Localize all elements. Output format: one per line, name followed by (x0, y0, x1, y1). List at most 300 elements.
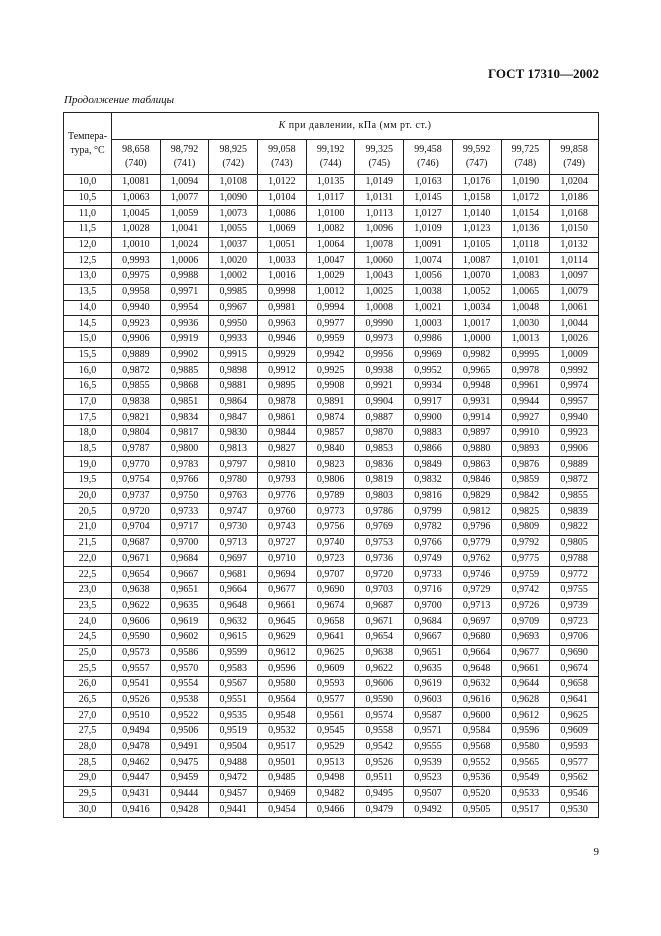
table-row (64, 347, 599, 363)
temperature-cell: 18,0 (64, 426, 112, 442)
k-value-cell: 1,0059 (160, 206, 209, 222)
k-value-cell: 0,9936 (160, 316, 209, 332)
table-row (64, 692, 599, 708)
k-value-cell: 0,9853 (355, 441, 404, 457)
k-value-cell: 0,9501 (258, 755, 307, 771)
k-value-cell: 0,9851 (160, 394, 209, 410)
k-value-cell: 0,9700 (404, 598, 453, 614)
k-value-cell: 0,9546 (550, 786, 599, 802)
k-value-cell: 1,0204 (550, 175, 599, 191)
k-value-cell: 0,9593 (550, 739, 599, 755)
k-value-cell: 0,9849 (404, 457, 453, 473)
k-value-cell: 0,9959 (306, 331, 355, 347)
k-value-cell: 1,0028 (112, 222, 161, 238)
pressure-kpa: 99,058 (268, 144, 296, 155)
k-value-cell: 0,9755 (550, 582, 599, 598)
pressure-column-header (452, 140, 501, 175)
k-value-cell: 0,9703 (355, 582, 404, 598)
k-value-cell: 0,9632 (452, 677, 501, 693)
k-value-cell: 0,9517 (501, 802, 550, 818)
k-value-cell: 0,9857 (306, 426, 355, 442)
temperature-cell: 15,0 (64, 331, 112, 347)
k-value-cell: 1,0026 (550, 331, 599, 347)
table-continuation-caption: Продолжение таблицы (64, 94, 175, 106)
k-value-cell: 1,0055 (209, 222, 258, 238)
k-value-cell: 0,9813 (209, 441, 258, 457)
table-row (64, 724, 599, 740)
k-value-cell: 0,9472 (209, 771, 258, 787)
k-value-cell: 0,9812 (452, 504, 501, 520)
k-value-cell: 1,0051 (258, 237, 307, 253)
table-row (64, 520, 599, 536)
k-value-cell: 0,9914 (452, 410, 501, 426)
k-value-cell: 0,9861 (258, 410, 307, 426)
k-value-cell: 1,0047 (306, 253, 355, 269)
k-value-cell: 1,0016 (258, 269, 307, 285)
k-value-cell: 0,9817 (160, 426, 209, 442)
k-value-cell: 0,9713 (452, 598, 501, 614)
k-value-cell: 0,9645 (258, 614, 307, 630)
k-value-cell: 1,0070 (452, 269, 501, 285)
k-value-cell: 0,9763 (209, 488, 258, 504)
pressure-mmhg: (747) (465, 158, 488, 169)
temperature-cell: 12,5 (64, 253, 112, 269)
pressure-kpa: 99,325 (365, 144, 394, 155)
k-value-cell: 0,9684 (160, 551, 209, 567)
temperature-cell: 22,5 (64, 567, 112, 583)
k-value-cell: 1,0091 (404, 237, 453, 253)
k-value-cell: 1,0122 (258, 175, 307, 191)
k-value-cell: 1,0090 (209, 190, 258, 206)
k-value-cell: 1,0113 (355, 206, 404, 222)
k-value-cell: 0,9564 (258, 692, 307, 708)
k-value-cell: 0,9746 (452, 567, 501, 583)
k-value-cell: 0,9844 (258, 426, 307, 442)
k-value-cell: 0,9641 (306, 629, 355, 645)
k-value-cell: 0,9561 (306, 708, 355, 724)
k-value-cell: 0,9876 (501, 457, 550, 473)
k-value-cell: 0,9495 (355, 786, 404, 802)
k-value-cell: 0,9667 (160, 567, 209, 583)
table-row (64, 457, 599, 473)
k-value-cell: 1,0176 (452, 175, 501, 191)
pressure-kpa: 99,192 (316, 144, 345, 155)
pressure-mmhg: (741) (173, 158, 196, 169)
table-row (64, 786, 599, 802)
k-value-cell: 0,9580 (258, 677, 307, 693)
k-value-cell: 0,9967 (209, 300, 258, 316)
k-value-cell: 0,9864 (209, 394, 258, 410)
k-value-cell: 0,9478 (112, 739, 161, 755)
k-value-cell: 0,9523 (404, 771, 453, 787)
table-row (64, 504, 599, 520)
temperature-cell: 10,0 (64, 175, 112, 191)
k-value-cell: 0,9830 (209, 426, 258, 442)
k-value-cell: 0,9836 (355, 457, 404, 473)
temperature-cell: 28,0 (64, 739, 112, 755)
k-value-cell: 0,9770 (112, 457, 161, 473)
k-value-cell: 0,9492 (404, 802, 453, 818)
k-value-cell: 1,0030 (501, 316, 550, 332)
k-value-cell: 0,9541 (112, 677, 161, 693)
k-value-cell: 0,9787 (112, 441, 161, 457)
k-value-cell: 0,9522 (160, 708, 209, 724)
k-value-cell: 0,9431 (112, 786, 161, 802)
k-value-cell: 0,9567 (209, 677, 258, 693)
k-value-cell: 0,9872 (550, 473, 599, 489)
k-value-cell: 0,9602 (160, 629, 209, 645)
k-value-cell: 0,9491 (160, 739, 209, 755)
k-value-cell: 0,9923 (550, 426, 599, 442)
k-value-cell: 0,9762 (452, 551, 501, 567)
k-value-cell: 0,9819 (355, 473, 404, 489)
pressure-mmhg: (749) (563, 158, 585, 169)
k-value-cell: 0,9740 (306, 535, 355, 551)
table-row (64, 739, 599, 755)
k-value-cell: 0,9542 (355, 739, 404, 755)
k-value-cell: 0,9658 (306, 614, 355, 630)
k-value-cell: 0,9940 (112, 300, 161, 316)
k-value-cell: 0,9925 (306, 363, 355, 379)
k-value-cell: 0,9944 (501, 394, 550, 410)
k-value-cell: 0,9948 (452, 378, 501, 394)
k-value-cell: 0,9690 (306, 582, 355, 598)
k-value-cell: 0,9648 (452, 661, 501, 677)
k-value-cell: 0,9661 (258, 598, 307, 614)
k-value-cell: 0,9507 (404, 786, 453, 802)
k-value-cell: 0,9942 (306, 347, 355, 363)
temperature-cell: 15,5 (64, 347, 112, 363)
k-value-cell: 0,9986 (404, 331, 453, 347)
pressure-kpa: 98,792 (170, 144, 199, 155)
k-value-cell: 0,9466 (306, 802, 355, 818)
table-body (64, 175, 599, 818)
table-row (64, 284, 599, 300)
k-value-cell: 0,9459 (160, 771, 209, 787)
k-value-cell: 0,9720 (355, 567, 404, 583)
k-value-cell: 0,9654 (112, 567, 161, 583)
k-value-cell: 0,9822 (550, 520, 599, 536)
k-value-cell: 0,9990 (355, 316, 404, 332)
k-value-cell: 0,9457 (209, 786, 258, 802)
pressure-column-header (258, 140, 307, 175)
k-value-cell: 0,9998 (258, 284, 307, 300)
k-value-cell: 0,9622 (355, 661, 404, 677)
k-value-cell: 0,9632 (209, 614, 258, 630)
table-head (64, 113, 599, 175)
k-value-cell: 0,9526 (355, 755, 404, 771)
k-value-cell: 0,9723 (550, 614, 599, 630)
page-number: 9 (593, 846, 599, 858)
k-value-cell: 0,9895 (258, 378, 307, 394)
k-value-cell: 0,9723 (306, 551, 355, 567)
k-value-cell: 0,9992 (550, 363, 599, 379)
temperature-cell: 13,5 (64, 284, 112, 300)
table-row (64, 708, 599, 724)
k-value-cell: 0,9954 (160, 300, 209, 316)
k-value-cell: 0,9821 (112, 410, 161, 426)
k-value-cell: 0,9754 (112, 473, 161, 489)
k-value-cell: 0,9462 (112, 755, 161, 771)
k-value-cell: 0,9562 (550, 771, 599, 787)
pressure-column-header (404, 140, 453, 175)
k-value-cell: 0,9648 (209, 598, 258, 614)
temperature-cell: 11,0 (64, 206, 112, 222)
pressure-kpa: 98,925 (219, 144, 247, 155)
k-value-cell: 1,0012 (306, 284, 355, 300)
k-value-cell: 1,0118 (501, 237, 550, 253)
k-value-cell: 0,9571 (404, 724, 453, 740)
k-value-cell: 0,9600 (452, 708, 501, 724)
k-value-cell: 0,9919 (160, 331, 209, 347)
k-value-cell: 0,9921 (355, 378, 404, 394)
temperature-cell: 23,0 (64, 582, 112, 598)
table-row (64, 771, 599, 787)
k-value-cell: 0,9908 (306, 378, 355, 394)
k-value-cell: 0,9799 (404, 504, 453, 520)
k-value-cell: 1,0108 (209, 175, 258, 191)
k-value-cell: 1,0009 (550, 347, 599, 363)
k-value-cell: 0,9538 (160, 692, 209, 708)
k-value-cell: 1,0010 (112, 237, 161, 253)
k-value-cell: 0,9929 (258, 347, 307, 363)
k-value-cell: 0,9726 (501, 598, 550, 614)
k-value-cell: 0,9635 (160, 598, 209, 614)
k-value-cell: 0,9730 (209, 520, 258, 536)
pressure-column-header (112, 140, 161, 175)
k-value-cell: 0,9805 (550, 535, 599, 551)
k-value-cell: 0,9717 (160, 520, 209, 536)
k-value-cell: 1,0065 (501, 284, 550, 300)
k-value-cell: 1,0025 (355, 284, 404, 300)
temperature-column-header (64, 113, 112, 175)
k-value-cell: 1,0109 (404, 222, 453, 238)
temperature-cell: 14,0 (64, 300, 112, 316)
k-value-cell: 0,9906 (112, 331, 161, 347)
k-value-cell: 1,0060 (355, 253, 404, 269)
k-value-cell: 0,9488 (209, 755, 258, 771)
k-value-cell: 0,9568 (452, 739, 501, 755)
k-value-cell: 1,0013 (501, 331, 550, 347)
pressure-mmhg: (744) (319, 158, 342, 169)
k-value-cell: 0,9800 (160, 441, 209, 457)
table-row (64, 629, 599, 645)
k-value-cell: 0,9520 (452, 786, 501, 802)
pressure-group-header-text: при давлении, кПа (мм рт. ст.) (285, 120, 432, 131)
k-value-cell: 0,9479 (355, 802, 404, 818)
k-value-cell: 0,9779 (452, 535, 501, 551)
k-value-cell: 0,9704 (112, 520, 161, 536)
k-value-cell: 1,0096 (355, 222, 404, 238)
k-value-cell: 0,9416 (112, 802, 161, 818)
k-value-cell: 0,9880 (452, 441, 501, 457)
k-value-cell: 0,9586 (160, 645, 209, 661)
k-value-cell: 1,0168 (550, 206, 599, 222)
k-value-cell: 1,0037 (209, 237, 258, 253)
k-value-cell: 0,9428 (160, 802, 209, 818)
k-value-cell: 0,9782 (404, 520, 453, 536)
k-value-cell: 1,0043 (355, 269, 404, 285)
k-value-cell: 1,0003 (404, 316, 453, 332)
k-value-cell: 0,9625 (306, 645, 355, 661)
k-value-cell: 0,9839 (550, 504, 599, 520)
temperature-cell: 27,0 (64, 708, 112, 724)
k-value-cell: 1,0024 (160, 237, 209, 253)
temperature-cell: 19,0 (64, 457, 112, 473)
k-value-cell: 0,9863 (452, 457, 501, 473)
temperature-cell: 29,5 (64, 786, 112, 802)
k-value-cell: 0,9776 (258, 488, 307, 504)
k-value-cell: 1,0149 (355, 175, 404, 191)
k-value-cell: 0,9651 (404, 645, 453, 661)
k-value-cell: 0,9716 (404, 582, 453, 598)
k-value-cell: 0,9940 (550, 410, 599, 426)
temperature-cell: 24,5 (64, 629, 112, 645)
k-value-cell: 0,9766 (404, 535, 453, 551)
k-value-cell: 0,9545 (306, 724, 355, 740)
k-value-cell: 0,9881 (209, 378, 258, 394)
k-value-cell: 1,0100 (306, 206, 355, 222)
k-value-cell: 1,0069 (258, 222, 307, 238)
temperature-cell: 26,0 (64, 677, 112, 693)
k-value-cell: 0,9664 (452, 645, 501, 661)
k-value-cell: 0,9511 (355, 771, 404, 787)
table-row (64, 253, 599, 269)
k-value-cell: 0,9923 (112, 316, 161, 332)
k-value-cell: 1,0000 (452, 331, 501, 347)
k-value-cell: 0,9577 (550, 755, 599, 771)
k-value-cell: 0,9993 (112, 253, 161, 269)
k-value-cell: 0,9973 (355, 331, 404, 347)
table-row (64, 473, 599, 489)
k-value-cell: 0,9584 (452, 724, 501, 740)
pressure-mmhg: (745) (368, 158, 391, 169)
table-row (64, 222, 599, 238)
k-value-cell: 0,9444 (160, 786, 209, 802)
k-value-cell: 0,9933 (209, 331, 258, 347)
k-value-cell: 1,0097 (550, 269, 599, 285)
k-value-cell: 0,9971 (160, 284, 209, 300)
k-value-cell: 1,0021 (404, 300, 453, 316)
k-value-cell: 0,9599 (209, 645, 258, 661)
k-value-cell: 0,9727 (258, 535, 307, 551)
k-value-cell: 0,9878 (258, 394, 307, 410)
k-value-cell: 0,9759 (501, 567, 550, 583)
k-value-cell: 0,9868 (160, 378, 209, 394)
k-value-cell: 0,9912 (258, 363, 307, 379)
table-row (64, 661, 599, 677)
k-value-cell: 0,9946 (258, 331, 307, 347)
k-value-cell: 0,9603 (404, 692, 453, 708)
k-value-cell: 0,9654 (355, 629, 404, 645)
temperature-cell: 13,0 (64, 269, 112, 285)
temperature-cell: 20,5 (64, 504, 112, 520)
k-value-cell: 0,9638 (355, 645, 404, 661)
k-value-cell: 1,0064 (306, 237, 355, 253)
k-value-cell: 0,9957 (550, 394, 599, 410)
k-value-cell: 0,9938 (355, 363, 404, 379)
k-value-cell: 0,9963 (258, 316, 307, 332)
k-value-cell: 0,9889 (112, 347, 161, 363)
header-row-columns (64, 140, 599, 175)
k-value-cell: 0,9910 (501, 426, 550, 442)
k-value-cell: 0,9628 (501, 692, 550, 708)
k-value-cell: 0,9697 (452, 614, 501, 630)
k-value-cell: 0,9557 (112, 661, 161, 677)
k-value-cell: 0,9874 (306, 410, 355, 426)
k-value-cell: 0,9870 (355, 426, 404, 442)
temp-header-line-2: тура, °С (70, 144, 105, 156)
k-value-cell: 0,9891 (306, 394, 355, 410)
table-row (64, 426, 599, 442)
temperature-cell: 21,0 (64, 520, 112, 536)
k-value-cell: 1,0078 (355, 237, 404, 253)
k-value-cell: 0,9475 (160, 755, 209, 771)
k-value-cell: 0,9548 (258, 708, 307, 724)
k-value-cell: 1,0041 (160, 222, 209, 238)
pressure-mmhg: (746) (417, 158, 439, 169)
k-value-cell: 0,9747 (209, 504, 258, 520)
k-value-cell: 0,9885 (160, 363, 209, 379)
temperature-cell: 16,5 (64, 378, 112, 394)
k-value-cell: 0,9834 (160, 410, 209, 426)
k-value-cell: 0,9574 (355, 708, 404, 724)
k-value-cell: 0,9988 (160, 269, 209, 285)
temperature-cell: 21,5 (64, 535, 112, 551)
k-value-cell: 0,9485 (258, 771, 307, 787)
k-value-cell: 0,9570 (160, 661, 209, 677)
k-value-cell: 0,9694 (258, 567, 307, 583)
temperature-cell: 19,5 (64, 473, 112, 489)
temperature-cell: 16,0 (64, 363, 112, 379)
k-value-cell: 1,0020 (209, 253, 258, 269)
table-row (64, 378, 599, 394)
k-value-cell: 1,0086 (258, 206, 307, 222)
pressure-correction-table (63, 112, 599, 818)
temperature-cell: 22,0 (64, 551, 112, 567)
k-value-cell: 0,9687 (112, 535, 161, 551)
k-value-cell: 0,9816 (404, 488, 453, 504)
k-value-cell: 0,9977 (306, 316, 355, 332)
temp-header-line-1: Темпера- (67, 130, 108, 142)
pressure-mmhg: (740) (125, 158, 147, 169)
table-row (64, 645, 599, 661)
k-value-cell: 0,9965 (452, 363, 501, 379)
k-value-cell: 0,9773 (306, 504, 355, 520)
k-value-cell: 0,9552 (452, 755, 501, 771)
k-value-cell: 0,9684 (404, 614, 453, 630)
k-value-cell: 0,9796 (452, 520, 501, 536)
k-value-cell: 0,9616 (452, 692, 501, 708)
table-row (64, 614, 599, 630)
k-value-cell: 0,9625 (550, 708, 599, 724)
k-value-cell: 0,9700 (160, 535, 209, 551)
pressure-mmhg: (743) (271, 158, 293, 169)
k-value-cell: 0,9792 (501, 535, 550, 551)
k-value-cell: 0,9539 (404, 755, 453, 771)
k-value-cell: 0,9855 (550, 488, 599, 504)
k-value-cell: 1,0033 (258, 253, 307, 269)
k-value-cell: 1,0163 (404, 175, 453, 191)
table-row (64, 175, 599, 191)
k-value-cell: 0,9809 (501, 520, 550, 536)
k-value-cell: 0,9739 (550, 598, 599, 614)
table-row (64, 363, 599, 379)
k-value-cell: 0,9737 (112, 488, 161, 504)
k-value-cell: 0,9505 (452, 802, 501, 818)
k-value-cell: 1,0056 (404, 269, 453, 285)
pressure-kpa: 99,458 (414, 144, 442, 155)
